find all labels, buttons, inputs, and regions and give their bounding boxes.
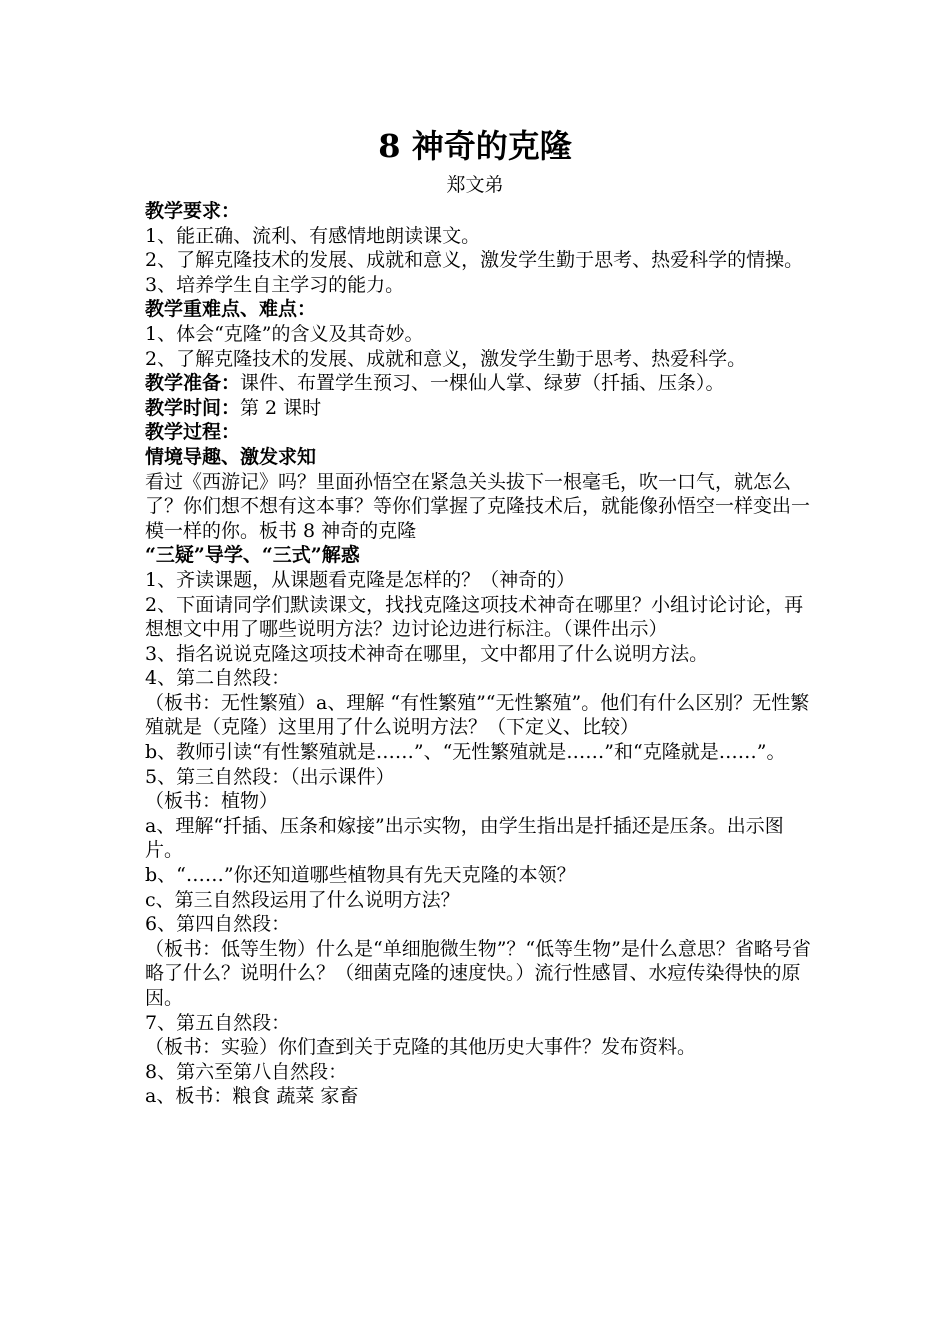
process-line: （板书：无性繁殖）a、理解 “有性繁殖”“无性繁殖”。他们有什么区别？无性繁殖就是（克隆）这里用了什么说明方法？（下定义、比较） bbox=[145, 691, 810, 739]
preparation-line bbox=[145, 371, 813, 396]
process-line: b、“……”你还知道哪些植物具有先天克隆的本领？ bbox=[145, 864, 576, 887]
process-line: 5、第三自然段：（出示课件） bbox=[145, 765, 395, 788]
process-line: c、第三自然段运用了什么说明方法？ bbox=[145, 888, 460, 911]
key-point-item: 1、体会“克隆”的含义及其奇妙。 bbox=[145, 322, 424, 345]
document-title: 8 神奇的克隆 bbox=[378, 127, 572, 165]
process-line: 6、第四自然段： bbox=[145, 913, 291, 936]
time-line bbox=[145, 396, 813, 421]
process-line: （板书：植物） bbox=[145, 790, 279, 813]
process-line: b、教师引读“有性繁殖就是……”、“无性繁殖就是……”和“克隆就是……”。 bbox=[145, 741, 786, 764]
intro-paragraph: 看过《西游记》吗？里面孙悟空在紧急关头拔下一根毫毛，吹一口气，就怎么了？你们想不想有这本事？等你们掌握了克隆技术后，就能像孙悟空一样变出一模一样的你。板书 8 神奇的克隆 bbox=[145, 470, 811, 542]
section-heading-guided-learning: “三疑”导学、“三式”解惑 bbox=[145, 544, 360, 567]
process-line: 7、第五自然段： bbox=[145, 1011, 291, 1034]
process-line: （板书：低等生物）什么是“单细胞微生物”？“低等生物”是什么意思？省略号省略了什么？说明什么？（细菌克隆的速度快。）流行性感冒、水痘传染得快的原因。 bbox=[145, 937, 811, 1009]
process-line: 1、齐读课题，从课题看克隆是怎样的？（神奇的） bbox=[145, 568, 576, 591]
process-line: 2、下面请同学们默读课文，找找克隆这项技术神奇在哪里？小组讨论讨论，再想想文中用了哪些说明方法？边讨论边进行标注。（课件出示） bbox=[145, 593, 804, 641]
time-text: 第 2 课时 bbox=[240, 396, 322, 419]
process-line: a、板书：粮食 蔬菜 家畜 bbox=[145, 1085, 359, 1108]
document-author: 郑文弟 bbox=[446, 174, 504, 196]
requirements-heading: 教学要求： bbox=[145, 200, 241, 222]
requirement-item: 2、了解克隆技术的发展、成就和意义，激发学生勤于思考、热爱科学的情操。 bbox=[145, 249, 804, 272]
process-line: 3、指名说说克隆这项技术神奇在哪里，文中都用了什么说明方法。 bbox=[145, 642, 709, 665]
document-body bbox=[145, 199, 813, 1109]
preparation-text: 课件、布置学生预习、一棵仙人掌、绿萝（扦插、压条）。 bbox=[240, 372, 725, 395]
key-points-heading: 教学重难点、难点： bbox=[145, 298, 317, 321]
requirement-item: 3、培养学生自主学习的能力。 bbox=[145, 273, 405, 296]
preparation-label: 教学准备： bbox=[145, 372, 241, 395]
section-heading-intro: 情境导趣、激发求知 bbox=[145, 445, 317, 468]
process-line: 4、第二自然段： bbox=[145, 667, 291, 690]
key-point-item: 2、了解克隆技术的发展、成就和意义，激发学生勤于思考、热爱科学。 bbox=[145, 347, 747, 370]
requirement-item: 1、能正确、流利、有感情地朗读课文。 bbox=[145, 224, 481, 247]
process-line: （板书：实验）你们查到关于克隆的其他历史大事件？发布资料。 bbox=[145, 1036, 697, 1059]
process-line: a、理解“扦插、压条和嫁接”出示实物，由学生指出是扦插还是压条。出示图片。 bbox=[145, 814, 784, 862]
time-label: 教学时间： bbox=[145, 396, 241, 419]
process-heading: 教学过程： bbox=[145, 421, 241, 444]
process-line: 8、第六至第八自然段： bbox=[145, 1060, 348, 1083]
